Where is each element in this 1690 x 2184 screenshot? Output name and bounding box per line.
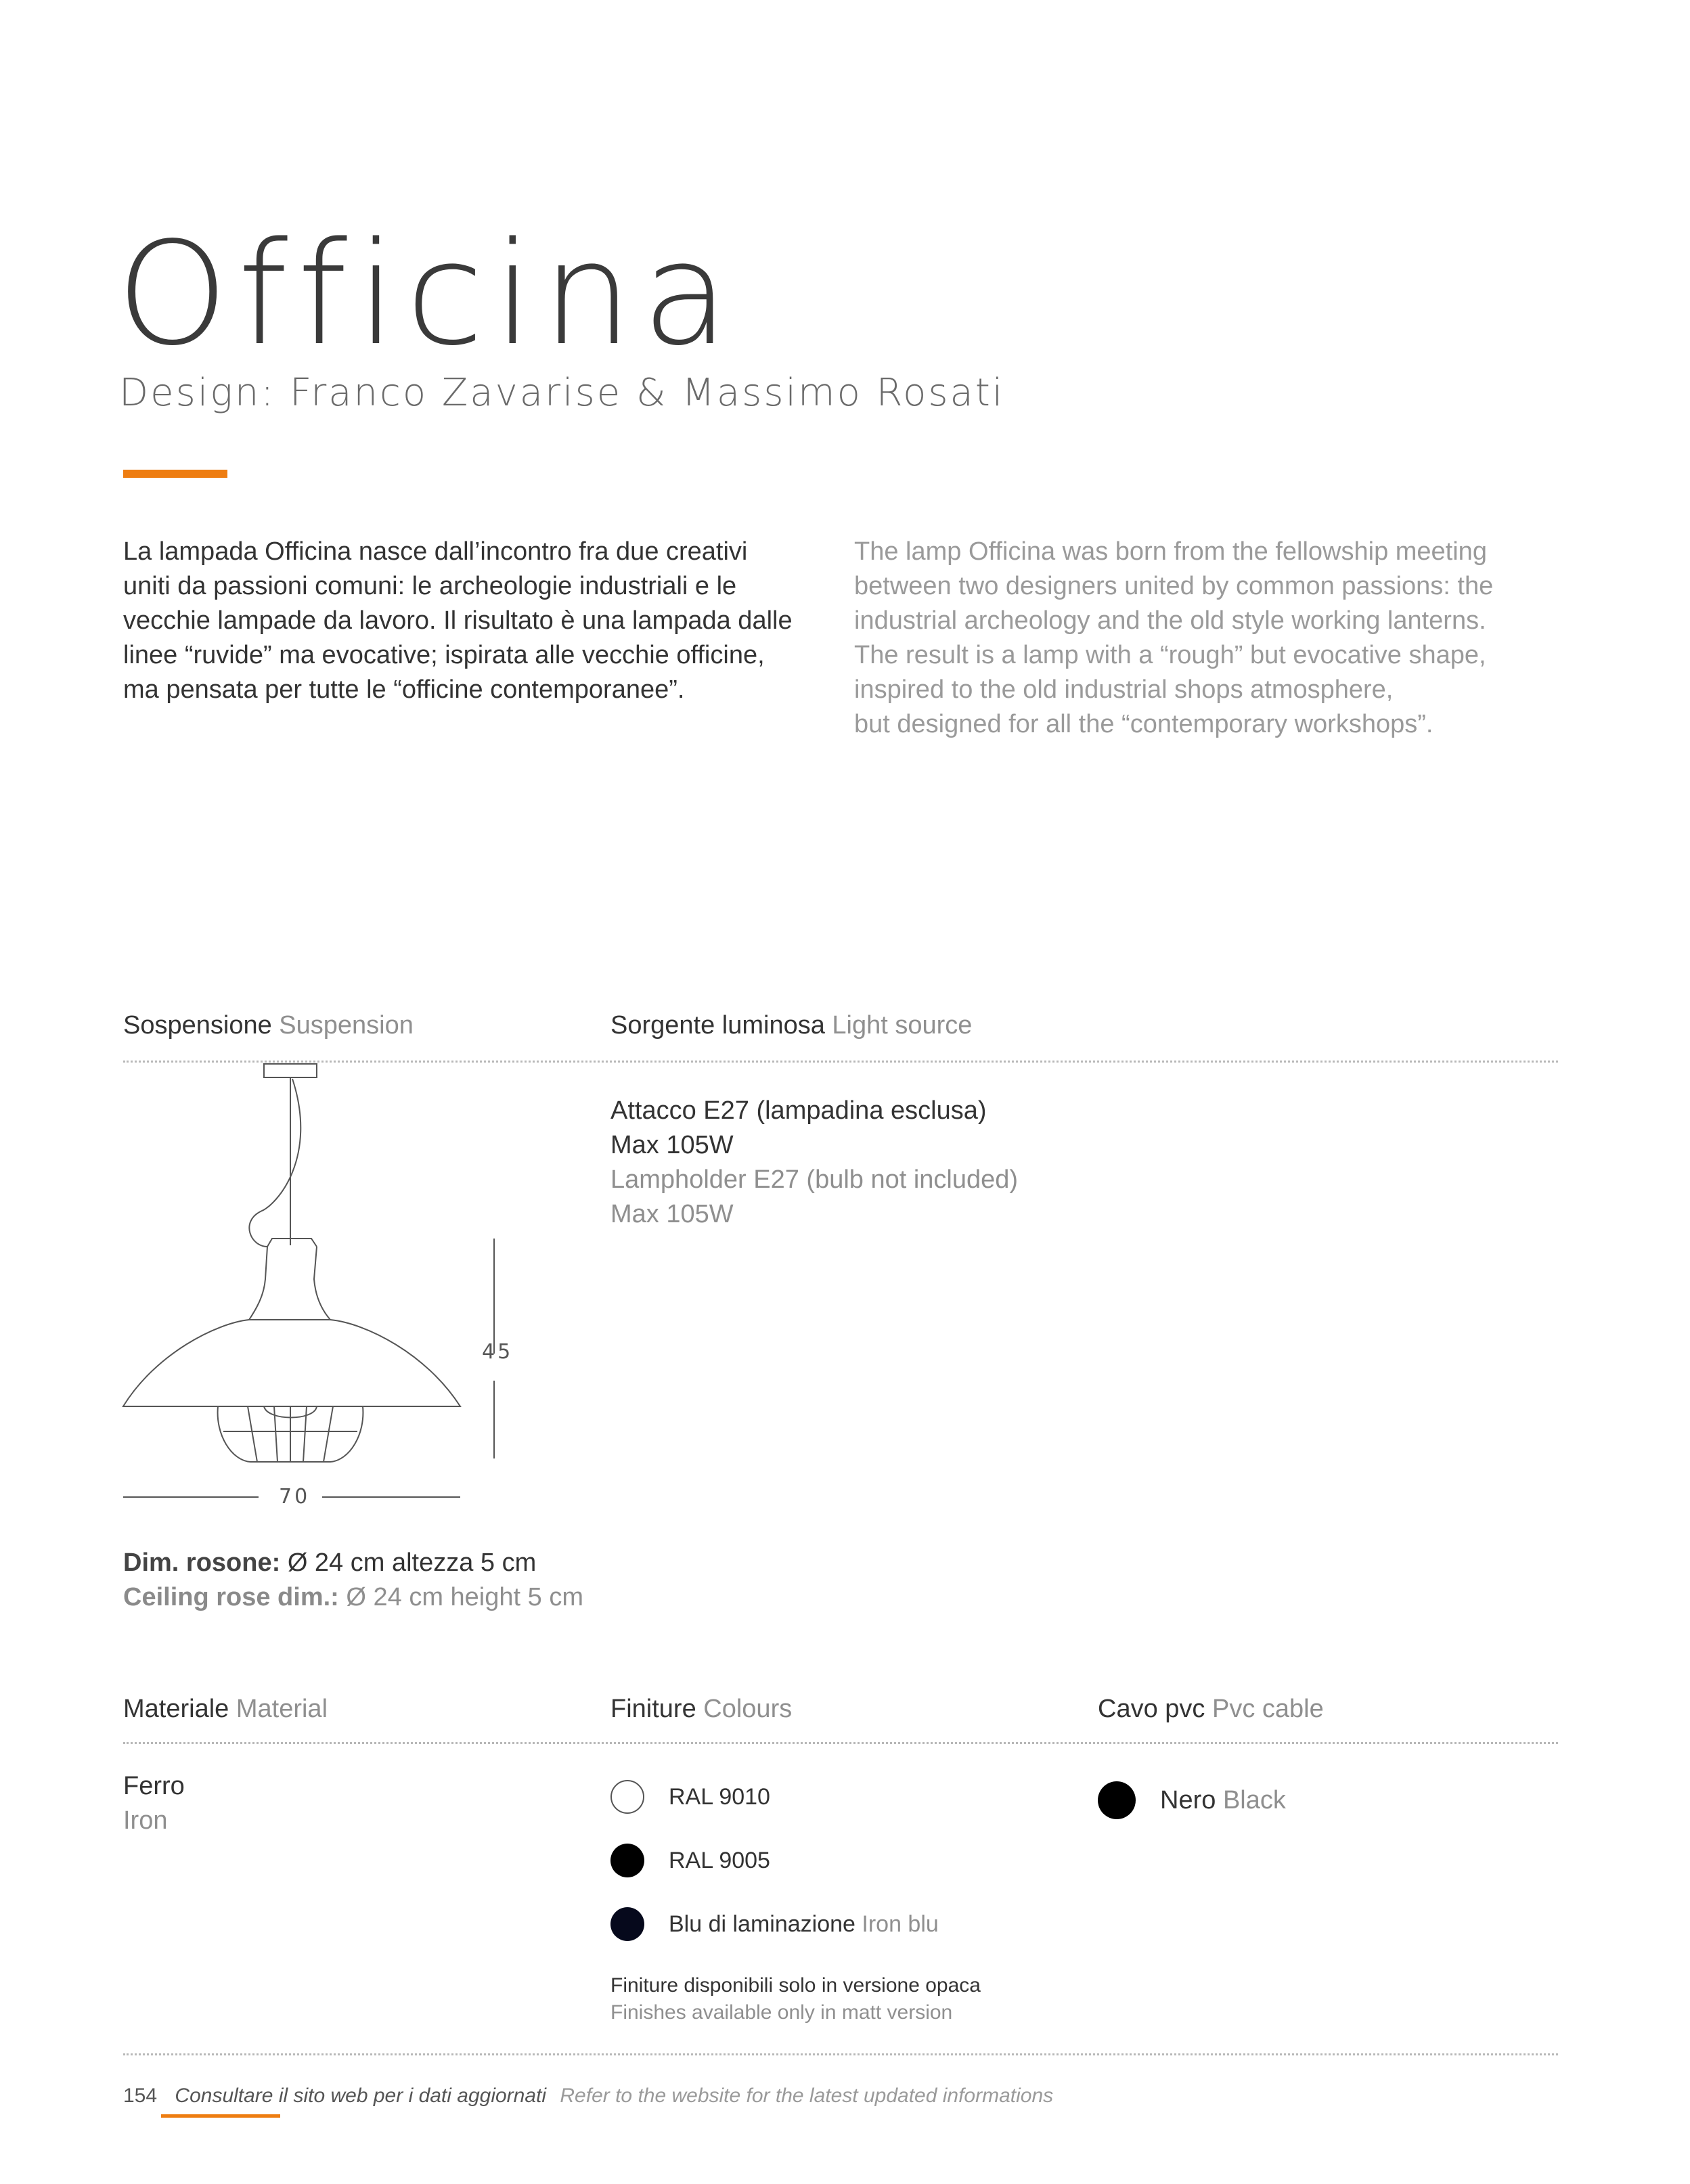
product-title: Officina	[116, 211, 739, 377]
lamp-shade	[123, 1320, 460, 1406]
section-divider	[123, 1742, 1558, 1744]
description-english	[854, 535, 1585, 742]
rose-label: Ceiling rose dim.:	[123, 1583, 339, 1611]
finish-swatch-white	[610, 1780, 644, 1814]
footer-text-it: Consultare il sito web per i dati aggiornati	[175, 2085, 547, 2107]
note-en: Finishes available only in matt version	[610, 2001, 953, 2024]
rose-value: Ø 24 cm height 5 cm	[346, 1583, 583, 1611]
cable-label-en: Black	[1222, 1785, 1286, 1814]
ceiling-rose-shape	[264, 1064, 317, 1077]
spec-line: Max 105W	[610, 1131, 734, 1159]
description-line: uniti da passioni comuni: le archeologie industriali e le	[123, 572, 737, 600]
heading-en: Suspension	[279, 1011, 414, 1040]
cable-label	[1160, 1786, 1286, 1815]
finish-label: RAL 9010	[669, 1783, 770, 1810]
heading-en: Light source	[832, 1011, 973, 1040]
description-italian	[123, 535, 827, 707]
description-line: vecchie lampade da lavoro. Il risultato è una lampada dalle	[123, 606, 793, 635]
light-source-heading	[610, 1011, 972, 1040]
description-line: industrial archeology and the old style working lanterns.	[854, 606, 1486, 635]
lampholder-top	[267, 1239, 317, 1247]
lamp-technical-drawing	[115, 1056, 535, 1530]
description-line: inspired to the old industrial shops atmosphere,	[854, 675, 1394, 704]
cable-swatch-black	[1098, 1781, 1136, 1819]
cable-label-it: Nero	[1160, 1785, 1216, 1814]
lamp-neck	[249, 1247, 330, 1320]
description-line: between two designers united by common passions: the	[854, 572, 1494, 600]
note-it: Finiture disponibili solo in versione opaca	[610, 1974, 981, 1997]
rose-label: Dim. rosone:	[123, 1548, 281, 1577]
finish-swatch-black	[610, 1844, 644, 1877]
heading-it: Cavo pvc	[1098, 1695, 1205, 1723]
width-dimension: 70	[279, 1485, 311, 1509]
description-line: The result is a lamp with a “rough” but evocative shape,	[854, 641, 1486, 669]
finishes-note	[610, 1972, 981, 2026]
finish-item-iron-blu	[610, 1907, 939, 1941]
power-cable	[249, 1079, 301, 1247]
cable-heading	[1098, 1695, 1324, 1724]
heading-it: Sorgente luminosa	[610, 1011, 825, 1040]
material-value	[123, 1769, 185, 1838]
height-dimension: 45	[482, 1340, 514, 1364]
finish-swatch-iron-blue	[610, 1907, 644, 1941]
spec-line: Attacco E27 (lampadina esclusa)	[610, 1096, 987, 1125]
description-line: ma pensata per tutte le “officine contemporanee”.	[123, 675, 685, 704]
finish-item-ral-9010	[610, 1780, 770, 1814]
ceiling-rose-dimensions	[123, 1546, 583, 1615]
finish-label	[669, 1911, 939, 1938]
heading-en: Colours	[703, 1695, 793, 1723]
finish-label-en: Iron blu	[862, 1911, 939, 1937]
rose-dims-en	[123, 1580, 583, 1615]
rose-dims-it	[123, 1546, 583, 1580]
designer-credit: Design: Franco Zavarise & Massimo Rosati	[119, 371, 1005, 415]
finish-label-it: Blu di laminazione	[669, 1911, 855, 1937]
footer-divider	[123, 2053, 1558, 2055]
footer	[123, 2085, 1053, 2108]
suspension-heading	[123, 1011, 414, 1040]
footer-accent-rule	[161, 2114, 280, 2118]
accent-divider	[123, 470, 227, 478]
description-line: La lampada Officina nasce dall’incontro fra due creativi	[123, 537, 748, 566]
material-it: Ferro	[123, 1772, 185, 1800]
finishes-heading	[610, 1695, 792, 1724]
light-source-details	[610, 1094, 1018, 1232]
finish-label: RAL 9005	[669, 1847, 770, 1873]
material-heading	[123, 1695, 328, 1724]
rose-value: Ø 24 cm altezza 5 cm	[287, 1548, 537, 1577]
description-line: but designed for all the “contemporary workshops”.	[854, 710, 1433, 738]
heading-it: Materiale	[123, 1695, 229, 1723]
footer-text-en: Refer to the website for the latest updated informations	[560, 2085, 1054, 2107]
description-line: The lamp Officina was born from the fellowship meeting	[854, 537, 1487, 566]
heading-en: Pvc cable	[1211, 1695, 1324, 1723]
heading-it: Sospensione	[123, 1011, 272, 1040]
description-line: linee “ruvide” ma evocative; ispirata alle vecchie officine,	[123, 641, 765, 669]
heading-it: Finiture	[610, 1695, 696, 1723]
heading-en: Material	[236, 1695, 328, 1723]
spec-line: Max 105W	[610, 1200, 734, 1228]
finish-item-ral-9005	[610, 1844, 770, 1877]
material-en: Iron	[123, 1806, 168, 1835]
spec-line: Lampholder E27 (bulb not included)	[610, 1165, 1019, 1194]
cable-item-black	[1098, 1781, 1286, 1819]
page-number: 154	[123, 2085, 158, 2107]
